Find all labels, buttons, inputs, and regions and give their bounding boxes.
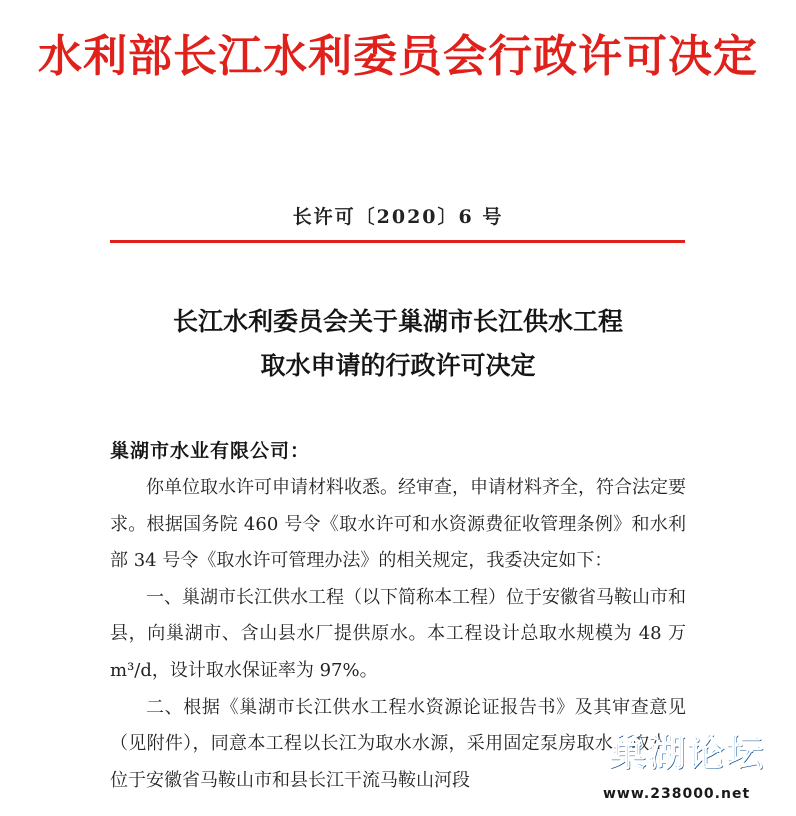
red-divider-line (110, 240, 685, 243)
forum-watermark (603, 722, 793, 814)
watermark-logo: 巢湖论坛 (609, 731, 765, 774)
addressee: 巢湖市水业有限公司： (110, 440, 311, 462)
paragraph-item-2: 二、根据《巢湖市长江供水工程水资源论证报告书》及其审查意见（见附件），同意本工程以长江为取水水源，采用固定泵房取水，取水口位于安徽省马鞍山市和县长江干流马鞍山河段 (110, 696, 686, 791)
decision-title (0, 300, 796, 388)
paragraph-intro: 你单位取水许可申请材料收悉。经审查，申请材料齐全，符合法定要求。根据国务院 460 号令《取水许可和水资源费征收管理条例》和水利部 34 号令《取水许可管理办法》的相关规定，我委决定如下： (110, 477, 686, 572)
document-number: 长许可〔2020〕6 号 (292, 206, 504, 228)
decision-title-line-1: 长江水利委员会关于巢湖市长江供水工程 (172, 307, 623, 336)
document-header-title: 水利部长江水利委员会行政许可决定 (38, 31, 758, 82)
body-text (110, 470, 686, 799)
decision-title-line-2: 取水申请的行政许可决定 (260, 351, 536, 380)
paragraph-item-1: 一、巢湖市长江供水工程（以下简称本工程）位于安徽省马鞍山市和县，向巢湖市、含山县水厂提供原水。本工程设计总取水规模为 48 万 m³/d，设计取水保证率为 97%。 (110, 586, 686, 681)
watermark-url: www.238000.net (603, 786, 751, 802)
